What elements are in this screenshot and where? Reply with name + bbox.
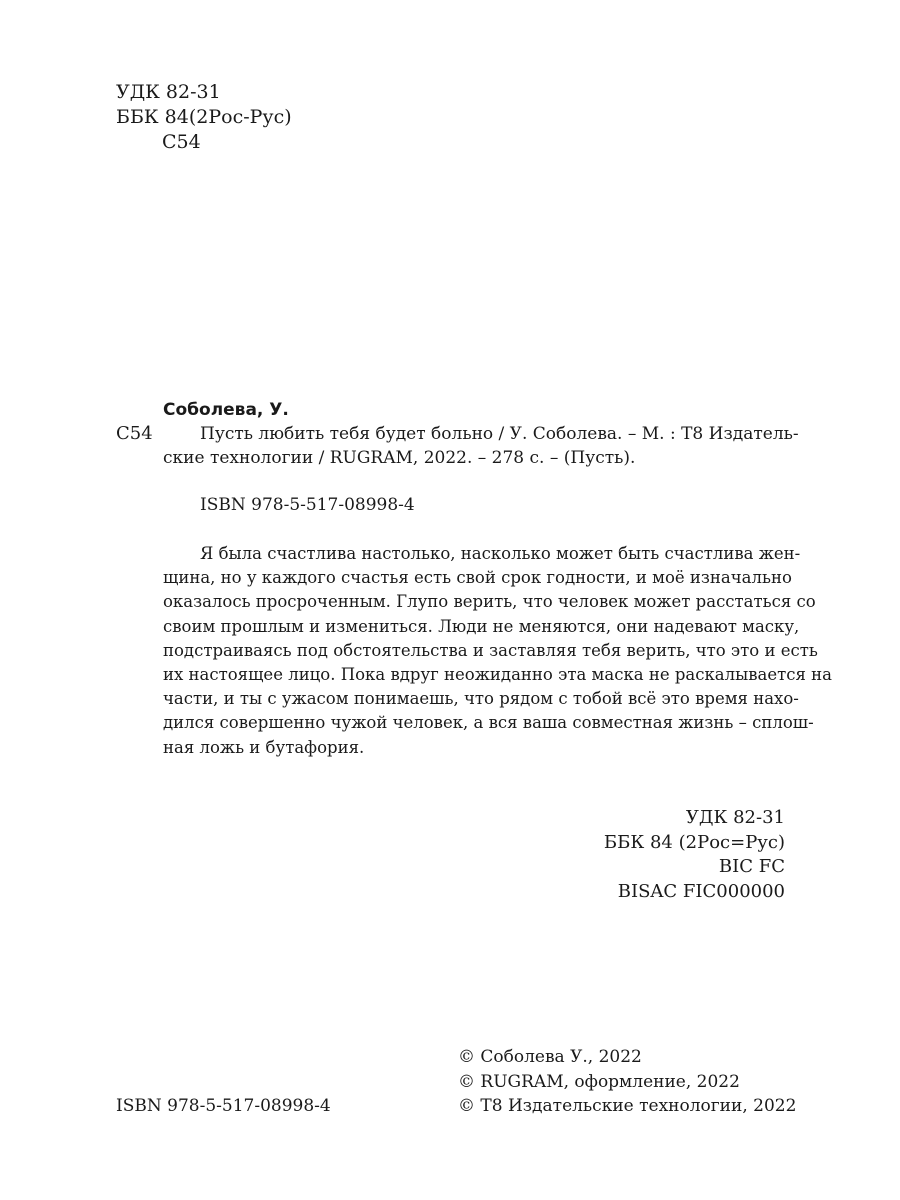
bisac-code: BISAC FIC000000 [617, 880, 785, 902]
annotation-line: подстраиваясь под обстоятельства и заставляя тебя верить, что это и есть [163, 640, 818, 660]
annotation-line: Я была счастлива настолько, насколько может быть счастлива жен- [200, 544, 801, 563]
catalog-author-code: С54 [116, 423, 153, 444]
bib-line: ские технологии / RUGRAM, 2022. – 278 с. – (Пусть). [163, 448, 636, 468]
bib-line: Пусть любить тебя будет больно / У. Соболева. – М. : Т8 Издатель- [200, 424, 799, 444]
copyright-notices [458, 1045, 796, 1119]
annotation-line: щина, но у каждого счастья есть свой срок годности, и моё изначально [163, 568, 792, 588]
annotation-line: своим прошлым и измениться. Люди не меняются, они надевают маску, [163, 616, 800, 636]
copyright-line: © Т8 Издательские технологии, 2022 [458, 1096, 797, 1116]
annotation-line: дился совершенно чужой человек, а вся ваша совместная жизнь – сплош- [163, 713, 814, 733]
udk-code: УДК 82-31 [116, 81, 221, 103]
catalog-isbn: ISBN 978-5-517-08998-4 [200, 495, 415, 515]
isbn-bottom: ISBN 978-5-517-08998-4 [116, 1096, 331, 1116]
classification-codes-top [116, 80, 292, 155]
copyright-line: © Соболева У., 2022 [458, 1047, 642, 1067]
annotation [163, 542, 833, 760]
annotation-line: части, и ты с ужасом понимаешь, что рядом с тобой всё это время нахо- [163, 689, 799, 709]
classification-codes-bottom [604, 806, 785, 904]
udk-code: УДК 82-31 [685, 807, 785, 828]
annotation-line: их настоящее лицо. Пока вдруг неожиданно эта маска не раскалывается на [163, 665, 833, 685]
bbk-code: ББК 84(2Рос-Рус) [116, 106, 292, 128]
bibliographic-description [163, 422, 799, 470]
annotation-line: ная ложь и бутафория. [163, 737, 365, 757]
author-mark: С54 [162, 131, 201, 153]
copyright-line: © RUGRAM, оформление, 2022 [458, 1071, 740, 1092]
catalog-author-name: Соболева, У. [163, 400, 289, 420]
bbk-code: ББК 84 (2Рос=Рус) [603, 831, 785, 853]
bic-code: BIC FC [718, 856, 785, 877]
annotation-line: оказалось просроченным. Глупо верить, что человек может расстаться со [163, 592, 816, 612]
